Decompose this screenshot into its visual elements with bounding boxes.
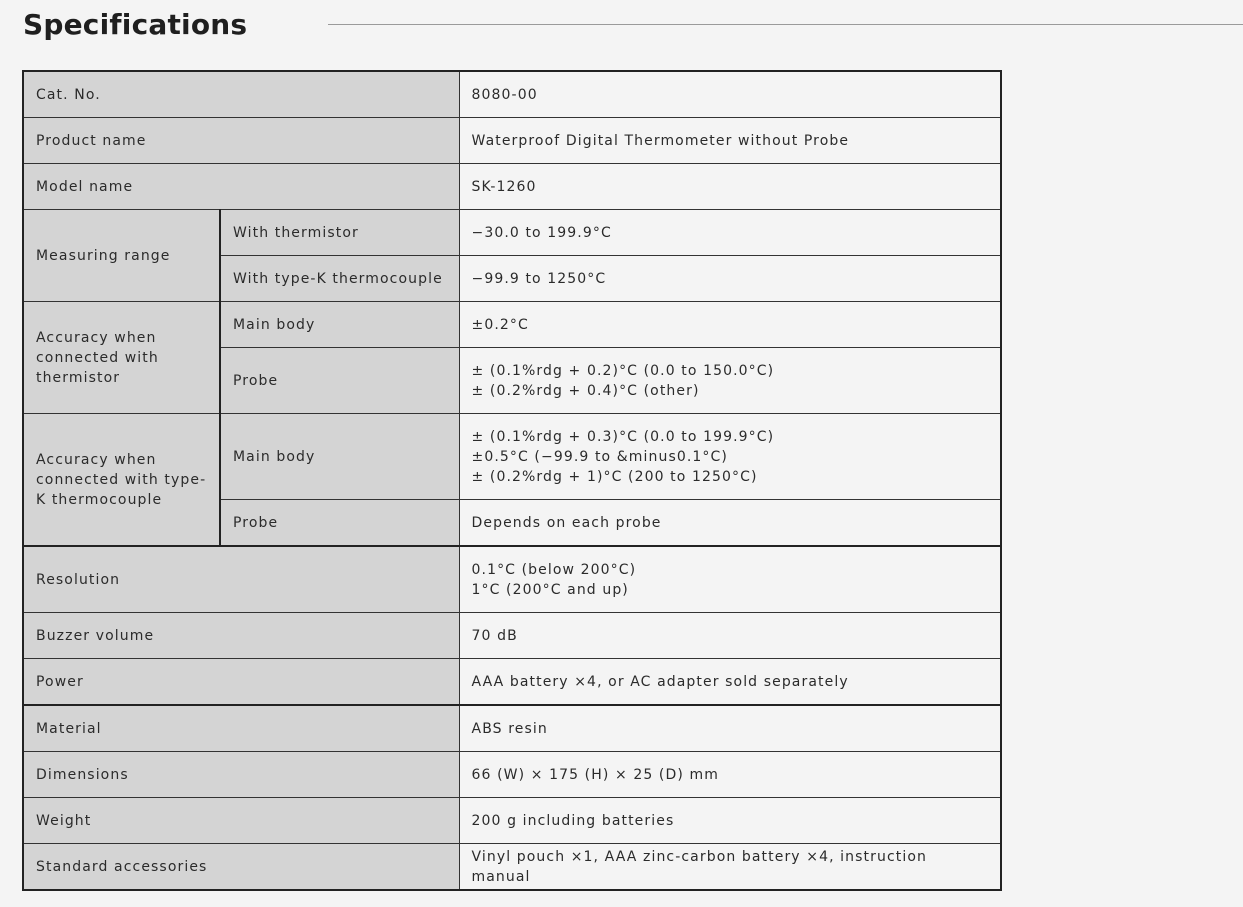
spec-label-standard-accessories: Standard accessories — [23, 844, 459, 891]
spec-value-power: AAA battery ×4, or AC adapter sold separately — [459, 659, 1001, 706]
spec-value-accuracy-thermistor-probe — [459, 348, 1001, 414]
value-line: ± (0.1%rdg + 0.3)°C (0.0 to 199.9°C) — [471, 428, 775, 445]
table-row — [23, 844, 1001, 891]
table-row — [23, 705, 1001, 752]
value-line: ±0.2°C — [471, 316, 529, 333]
spec-value-resolution — [459, 546, 1001, 613]
spec-label-dimensions: Dimensions — [23, 752, 459, 798]
spec-sublabel-probe: Probe — [220, 500, 459, 547]
spec-label-weight: Weight — [23, 798, 459, 844]
spec-label-accuracy-thermistor: Accuracy when connected with thermistor — [23, 302, 220, 414]
spec-value-accuracy-thermocouple-body — [459, 414, 1001, 500]
spec-label-measuring-range: Measuring range — [23, 210, 220, 302]
spec-value-standard-accessories: Vinyl pouch ×1, AAA zinc-carbon battery ×4, instruction manual — [459, 844, 1001, 891]
table-row — [23, 210, 1001, 256]
value-line: ± (0.2%rdg + 1)°C (200 to 1250°C) — [471, 468, 758, 485]
spec-value-accuracy-thermocouple-probe — [459, 500, 1001, 547]
title-divider — [328, 24, 1243, 25]
spec-label-accuracy-thermocouple: Accuracy when connected with type-K thermocouple — [23, 414, 220, 547]
spec-label-cat-no: Cat. No. — [23, 71, 459, 118]
table-row — [23, 546, 1001, 613]
spec-value-product-name: Waterproof Digital Thermometer without Probe — [459, 118, 1001, 164]
table-row — [23, 118, 1001, 164]
spec-value-buzzer-volume: 70 dB — [459, 613, 1001, 659]
spec-label-power: Power — [23, 659, 459, 706]
spec-label-product-name: Product name — [23, 118, 459, 164]
page-title: Specifications — [23, 8, 248, 41]
table-row — [23, 71, 1001, 118]
spec-value-model-name: SK-1260 — [459, 164, 1001, 210]
spec-table — [22, 70, 1002, 891]
spec-sublabel-main-body: Main body — [220, 414, 459, 500]
spec-value-range-thermistor: −30.0 to 199.9°C — [459, 210, 1001, 256]
value-line: Depends on each probe — [471, 514, 662, 531]
spec-value-cat-no: 8080-00 — [459, 71, 1001, 118]
table-row — [23, 414, 1001, 500]
table-row — [23, 659, 1001, 706]
table-row — [23, 798, 1001, 844]
spec-sublabel-main-body: Main body — [220, 302, 459, 348]
spec-label-resolution: Resolution — [23, 546, 459, 613]
table-row — [23, 302, 1001, 348]
spec-sublabel-with-thermocouple: With type-K thermocouple — [220, 256, 459, 302]
value-line: 1°C (200°C and up) — [471, 581, 629, 598]
spec-value-material: ABS resin — [459, 705, 1001, 752]
value-line: ± (0.2%rdg + 0.4)°C (other) — [471, 382, 700, 399]
spec-sublabel-probe: Probe — [220, 348, 459, 414]
spec-label-model-name: Model name — [23, 164, 459, 210]
table-row — [23, 752, 1001, 798]
table-row — [23, 613, 1001, 659]
spec-label-material: Material — [23, 705, 459, 752]
value-line: 0.1°C (below 200°C) — [471, 561, 637, 578]
spec-label-buzzer-volume: Buzzer volume — [23, 613, 459, 659]
value-line: ±0.5°C (−99.9 to &minus0.1°C) — [471, 448, 728, 465]
spec-sublabel-with-thermistor: With thermistor — [220, 210, 459, 256]
spec-value-weight: 200 g including batteries — [459, 798, 1001, 844]
section-header — [23, 6, 1243, 46]
spec-value-dimensions: 66 (W) × 175 (H) × 25 (D) mm — [459, 752, 1001, 798]
spec-value-range-thermocouple: −99.9 to 1250°C — [459, 256, 1001, 302]
spec-value-accuracy-thermistor-body — [459, 302, 1001, 348]
table-row — [23, 164, 1001, 210]
value-line: ± (0.1%rdg + 0.2)°C (0.0 to 150.0°C) — [471, 362, 775, 379]
